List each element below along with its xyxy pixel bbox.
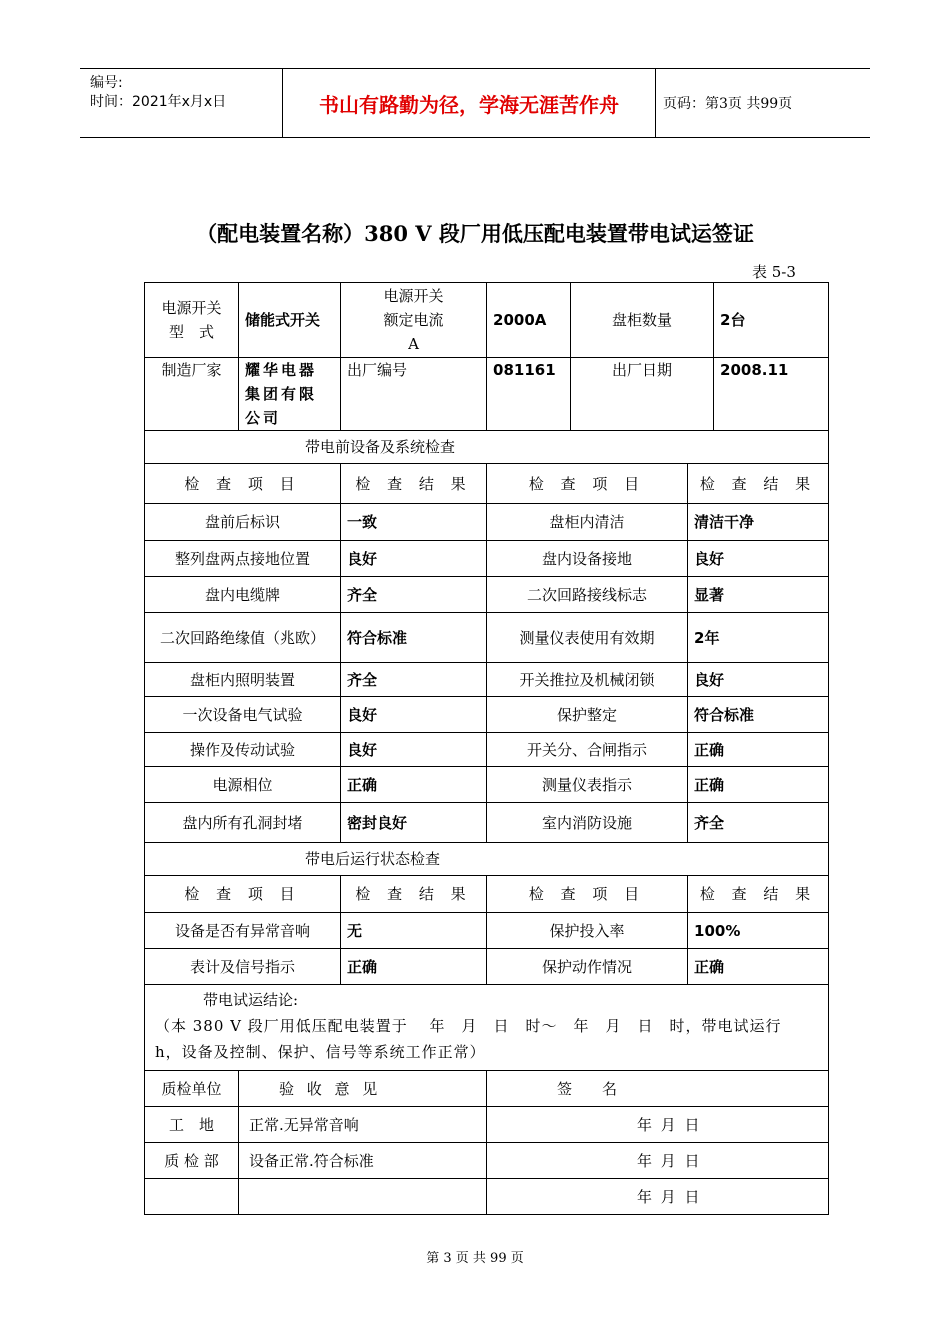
check-item: 盘内所有孔洞封堵	[145, 803, 341, 843]
post-section-title: 带电后运行状态检查	[145, 843, 829, 876]
check-result: 密封良好	[341, 803, 487, 843]
cabinet-count-label: 盘柜数量	[571, 283, 714, 358]
info-row	[145, 358, 829, 431]
info-row	[145, 283, 829, 358]
table-row	[145, 949, 829, 985]
check-item: 电源相位	[145, 767, 341, 803]
check-result: 正确	[688, 767, 829, 803]
table-row	[145, 803, 829, 843]
cabinet-count: 2台	[714, 283, 829, 358]
table-row	[145, 733, 829, 767]
table-row	[145, 613, 829, 663]
table-row	[145, 663, 829, 697]
commissioning-table	[144, 282, 829, 1215]
col-item: 检 查 项 目	[145, 464, 341, 504]
check-result: 2年	[688, 613, 829, 663]
signoff-opinion: 设备正常.符合标准	[239, 1143, 487, 1179]
column-header-row	[145, 464, 829, 504]
check-result: 正确	[341, 767, 487, 803]
check-item: 保护整定	[487, 697, 688, 733]
time-label: 时间：2021年x月x日	[90, 94, 227, 110]
check-result: 良好	[341, 541, 487, 577]
rated-current: 2000A	[487, 283, 571, 358]
signoff-header-row	[145, 1071, 829, 1107]
check-result: 正确	[341, 949, 487, 985]
table-row	[145, 697, 829, 733]
signoff-row	[145, 1107, 829, 1143]
signoff-opinion: 正常.无异常音响	[239, 1107, 487, 1143]
check-item: 表计及信号指示	[145, 949, 341, 985]
check-result: 良好	[688, 663, 829, 697]
check-item: 室内消防设施	[487, 803, 688, 843]
check-item: 保护动作情况	[487, 949, 688, 985]
col-unit: 质检单位	[145, 1071, 239, 1107]
check-result: 齐全	[341, 577, 487, 613]
section-title-row	[145, 843, 829, 876]
check-result: 正确	[688, 733, 829, 767]
check-item: 保护投入率	[487, 913, 688, 949]
check-result: 良好	[341, 733, 487, 767]
col-result: 检 查 结 果	[341, 464, 487, 504]
maker-label: 制造厂家	[145, 358, 239, 431]
check-item: 测量仪表使用有效期	[487, 613, 688, 663]
check-result: 齐全	[688, 803, 829, 843]
check-item: 开关分、合闸指示	[487, 733, 688, 767]
col-result: 检 查 结 果	[688, 876, 829, 913]
signoff-opinion	[239, 1179, 487, 1215]
signoff-row	[145, 1179, 829, 1215]
rated-current-label: 电源开关 额定电流 A	[341, 283, 487, 358]
col-result: 检 查 结 果	[341, 876, 487, 913]
signoff-row	[145, 1143, 829, 1179]
document-title: （配电装置名称）380 V 段厂用低压配电装置带电试运签证	[196, 221, 754, 246]
check-item: 盘柜内照明装置	[145, 663, 341, 697]
table-row	[145, 577, 829, 613]
signoff-unit: 工 地	[145, 1107, 239, 1143]
check-item: 测量仪表指示	[487, 767, 688, 803]
page-header	[80, 68, 870, 138]
col-result: 检 查 结 果	[688, 464, 829, 504]
maker: 耀华电器集团有限公司	[239, 358, 341, 431]
signoff-rows	[145, 1107, 829, 1215]
serial-label: 出厂编号	[341, 358, 487, 431]
check-item: 盘柜内清洁	[487, 504, 688, 541]
col-sign: 签 名	[487, 1071, 829, 1107]
number-label: 编号:	[90, 75, 123, 91]
section-title-row	[145, 431, 829, 464]
table-row	[145, 767, 829, 803]
check-result: 符合标准	[341, 613, 487, 663]
check-item: 整列盘两点接地位置	[145, 541, 341, 577]
switch-type: 储能式开关	[239, 283, 341, 358]
column-header-row	[145, 876, 829, 913]
check-item: 盘内电缆牌	[145, 577, 341, 613]
check-item: 设备是否有异常音响	[145, 913, 341, 949]
check-item: 开关推拉及机械闭锁	[487, 663, 688, 697]
col-opinion: 验 收 意 见	[239, 1071, 487, 1107]
switch-type-label: 电源开关 型 式	[145, 283, 239, 358]
page-label: 页码：第3页 共99页	[663, 96, 793, 112]
motto: 书山有路勤为径，学海无涯苦作舟	[282, 69, 656, 137]
page-footer: 第 3 页 共 99 页	[426, 1251, 524, 1266]
check-result: 正确	[688, 949, 829, 985]
check-result: 一致	[341, 504, 487, 541]
table-number: 表 5-3	[752, 263, 796, 281]
pre-section-title: 带电前设备及系统检查	[145, 431, 829, 464]
header-meta	[80, 69, 282, 137]
check-item: 二次回路绝缘值（兆欧）	[145, 613, 341, 663]
check-result: 显著	[688, 577, 829, 613]
date-label: 出厂日期	[571, 358, 714, 431]
check-result: 符合标准	[688, 697, 829, 733]
check-item: 盘前后标识	[145, 504, 341, 541]
col-item: 检 查 项 目	[145, 876, 341, 913]
check-result: 100%	[688, 913, 829, 949]
post-check-rows	[145, 913, 829, 985]
conclusion-row	[145, 985, 829, 1071]
col-item: 检 查 项 目	[487, 464, 688, 504]
table-row	[145, 504, 829, 541]
conclusion-label: 带电试运结论:	[203, 991, 299, 1009]
signoff-date: 年 月 日	[487, 1143, 829, 1179]
serial: 081161	[487, 358, 571, 431]
col-item: 检 查 项 目	[487, 876, 688, 913]
conclusion	[145, 985, 829, 1071]
signoff-date: 年 月 日	[487, 1179, 829, 1215]
date: 2008.11	[714, 358, 829, 431]
conclusion-text: （本 380 V 段厂用低压配电装置于 年 月 日 时～ 年 月 日 时，带电试运行 h，设备及控制、保护、信号等系统工作正常）	[155, 1017, 798, 1061]
check-item: 操作及传动试验	[145, 733, 341, 767]
check-result: 良好	[688, 541, 829, 577]
check-result: 良好	[341, 697, 487, 733]
check-result: 齐全	[341, 663, 487, 697]
table-row	[145, 913, 829, 949]
check-item: 二次回路接线标志	[487, 577, 688, 613]
pre-check-rows	[145, 504, 829, 843]
signoff-date: 年 月 日	[487, 1107, 829, 1143]
check-item: 盘内设备接地	[487, 541, 688, 577]
check-result: 清洁干净	[688, 504, 829, 541]
signoff-unit: 质 检 部	[145, 1143, 239, 1179]
check-result: 无	[341, 913, 487, 949]
signoff-unit	[145, 1179, 239, 1215]
table-row	[145, 541, 829, 577]
check-item: 一次设备电气试验	[145, 697, 341, 733]
